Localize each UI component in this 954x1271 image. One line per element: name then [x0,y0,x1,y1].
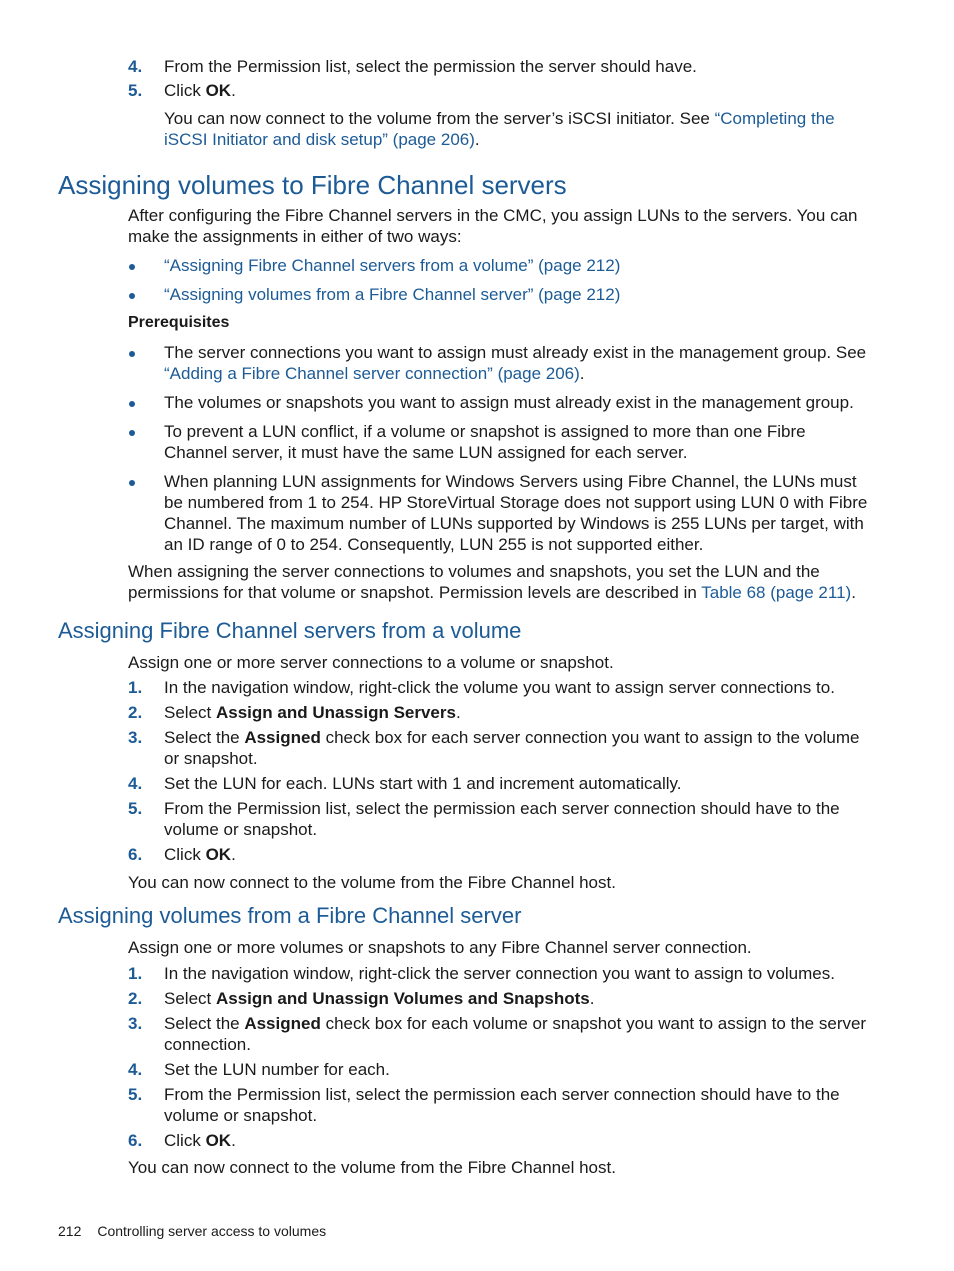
adding-connection-link[interactable]: “Adding a Fibre Channel server connection” (page 206) [164,364,580,383]
step-item [0,1130,954,1151]
step-bold: OK [205,845,232,864]
step-number: 3. [128,1014,143,1033]
prereq-text: The volumes or snapshots you want to assign must already exist in the management group. [164,393,854,412]
section-heading: Assigning volumes to Fibre Channel servers [58,170,567,200]
bullet-item [0,421,954,463]
page-footer [58,1222,326,1240]
step-number: 2. [128,703,143,722]
step-item [0,56,954,77]
bullet-dot [129,264,135,270]
completing-iscsi-link[interactable]: “Completing the iSCSI Initiator and disk setup” (page 206) [164,109,835,149]
step-tail: check box for each server connection you want to assign to the volume or snapshot. [164,728,860,768]
assign-volumes-link[interactable]: “Assigning volumes from a Fibre Channel server” (page 212) [164,285,621,304]
step-item [0,773,954,794]
section2-closing: You can now connect to the volume from the Fibre Channel host. [128,873,616,892]
assign-servers-link[interactable]: “Assigning Fibre Channel servers from a volume” (page 212) [164,256,621,275]
step-text: In the navigation window, right-click the volume you want to assign server connections to. [164,678,835,697]
bullet-dot [129,293,135,299]
step-number: 4. [128,57,143,76]
step-item [0,727,954,769]
step-number: 6. [128,1131,143,1150]
step-text: Click [164,1131,206,1150]
step-item [0,677,954,698]
prereq-text: When planning LUN assignments for Windows Servers using Fibre Channel, the LUNs must be numbered from 1 to 254. HP StoreVirtual Storage does not support using LUN 0 with Fibre Channel. The maximum number of LUNs supported by Windows is 255 LUNs per target, with an ID range of 0 to 254. Consequently, LUN 255 is not supported either. [164,472,868,554]
subsection-heading: Assigning Fibre Channel servers from a volume [58,618,522,643]
step-item [0,844,954,865]
step-number: 4. [128,774,143,793]
step-number: 1. [128,678,143,697]
intro-note-text: You can now connect to the volume from the server’s iSCSI initiator. See [164,109,715,128]
step-text: From the Permission list, select the permission each server connection should have to the volume or snapshot. [164,1085,840,1125]
step-item [0,702,954,723]
section3-body [0,937,954,1178]
step-item [0,963,954,984]
step-item [0,1059,954,1080]
step-number: 2. [128,989,143,1008]
page-number: 212 [58,1223,82,1239]
step-number: 4. [128,1060,143,1079]
step-number: 6. [128,845,143,864]
step-item [0,988,954,1009]
closing-tail: . [851,583,856,602]
step-number: 5. [128,1085,143,1104]
intro-note-tail: . [474,130,480,149]
step-text: Click [164,845,206,864]
subsection-heading: Assigning volumes from a Fibre Channel server [58,903,522,928]
prereq-text: To prevent a LUN conflict, if a volume or snapshot is assigned to more than one Fibre Channel server, it must have the same LUN assigned for each server. [164,422,806,462]
step-text: Select [164,703,216,722]
bullet-dot [129,351,135,357]
step-text: Select the [164,728,245,747]
step-tail: . [231,81,236,100]
bullet-item [0,342,954,384]
section1-body [0,205,954,603]
step-text: Select [164,989,216,1008]
step-number: 3. [128,728,143,747]
step-bold: Assigned [244,1014,321,1033]
step-tail: . [231,1131,236,1150]
step-text: From the Permission list, select the permission each server connection should have to the volume or snapshot. [164,799,840,839]
bullet-dot [129,430,135,436]
table-68-link[interactable]: Table 68 (page 211) [701,583,852,602]
bullet-item [0,471,954,555]
step-tail: . [231,845,236,864]
step-bold: Assign and Unassign Servers [215,703,456,722]
step-tail: . [589,989,595,1008]
section2-intro: Assign one or more server connections to a volume or snapshot. [128,653,614,672]
intro-steps [0,56,954,150]
closing-text: When assigning the server connections to volumes and snapshots, you set the LUN and the permissions for that volume or snapshot. Permission levels are described in [128,562,820,602]
step-text: Set the LUN for each. LUNs start with 1 and increment automatically. [164,774,682,793]
section1-closing [0,561,954,603]
bullet-dot [129,401,135,407]
step-text: Click [164,81,206,100]
step-bold: Assign and Unassign Volumes and Snapshots [215,989,590,1008]
step-text: In the navigation window, right-click the server connection you want to assign to volumes. [164,964,835,983]
step-text: Set the LUN number for each. [164,1060,390,1079]
bullet-item [0,255,954,276]
chapter-title: Controlling server access to volumes [97,1223,327,1239]
step-tail: check box for each volume or snapshot you want to assign to the server connection. [164,1014,867,1054]
step-item [0,1084,954,1126]
bullet-dot [129,480,135,486]
step-tail: . [455,703,461,722]
bullet-item [0,284,954,305]
section1-intro: After configuring the Fibre Channel servers in the CMC, you assign LUNs to the servers. You can make the assignments in either of two ways: [128,206,858,246]
section3-intro: Assign one or more volumes or snapshots to any Fibre Channel server connection. [128,938,752,957]
bullet-item [0,392,954,413]
section3-closing: You can now connect to the volume from the Fibre Channel host. [128,1158,616,1177]
step-item [0,798,954,840]
step-bold: Assigned [244,728,321,747]
section2-body [0,652,954,893]
step-number: 5. [128,81,143,100]
step-bold: OK [205,1131,232,1150]
step-number: 5. [128,799,143,818]
step-item [0,80,954,101]
intro-note [0,108,954,150]
prereq-tail: . [579,364,585,383]
prereq-heading: Prerequisites [128,314,230,331]
step-bold: OK [205,81,232,100]
step-number: 1. [128,964,143,983]
step-item [0,1013,954,1055]
prereq-text: The server connections you want to assign must already exist in the management group. See [164,343,867,362]
step-text: From the Permission list, select the permission the server should have. [164,57,697,76]
step-text: Select the [164,1014,245,1033]
